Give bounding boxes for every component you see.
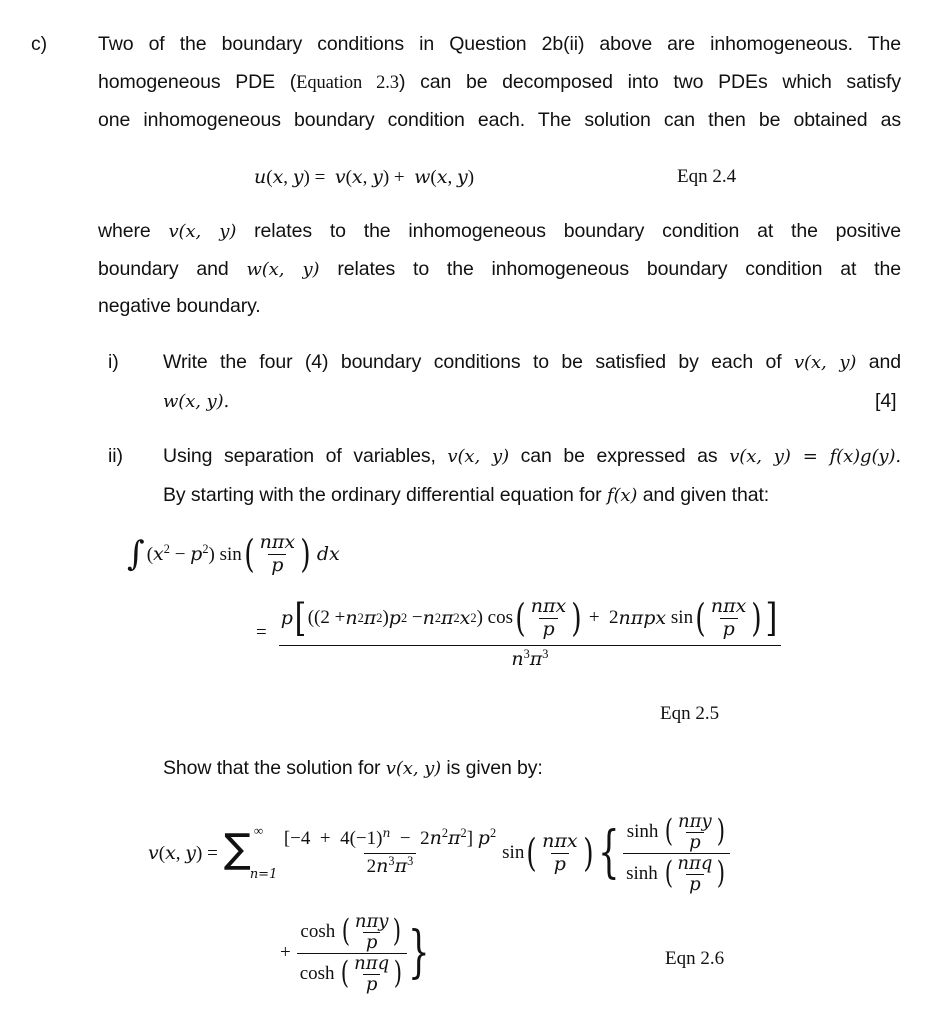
where-line-2: boundary and w(x, y) relates to the inhomogeneous boundary condition at the bbox=[98, 258, 901, 280]
intro-line-1: Two of the boundary conditions in Question 2b(ii) above are inhomogeneous. The bbox=[98, 33, 901, 55]
where-line-1: where v(x, y) relates to the inhomogeneous boundary condition at the positive bbox=[98, 220, 901, 242]
part-i-line-1: Write the four (4) boundary conditions to be satisfied by each of v(x, y) and bbox=[163, 351, 902, 373]
intro-line-3: one inhomogeneous boundary condition each. The solution can then be obtained as bbox=[98, 109, 901, 131]
part-i-line-2: w(x, y). bbox=[163, 391, 230, 412]
part-ii-label: ii) bbox=[108, 445, 123, 467]
sinh-ratio: sinh ( $\frac{\text{nπy}}{p}$ ) sinh ( $\frac{\text{nπq}}{p}$ ) bbox=[623, 812, 730, 894]
eqn-2-5-result: = p [ ((2 + n 2 π 2 ) p 2 − n 2 π 2 x 2 ) cos ( $\frac{\text{nπx}}{p}$ ) + 2 nπpx sin ( $\frac{\text{nπx}}{p}$ ) ] $n^3\pi^3$ bbox=[256, 596, 781, 671]
where-line-3: negative boundary. bbox=[98, 295, 261, 317]
marks-badge: [4] bbox=[875, 390, 897, 412]
coefficient-fraction: $\frac{[-4 + 4(-1)^n - 2n^2\pi^2] p^2}{2n^3\pi^3}$ bbox=[283, 826, 497, 878]
show-that-text: Show that the solution for v(x, y) is given by: bbox=[163, 757, 543, 779]
eqn-2-5-label: Eqn 2.5 bbox=[660, 703, 720, 724]
part-i-label: i) bbox=[108, 351, 119, 373]
cosh-ratio: cosh ( $\frac{\text{nπy}}{p}$ ) cosh ( $\frac{\text{nπq}}{p}$ ) bbox=[297, 912, 407, 994]
question-label: c) bbox=[31, 33, 48, 55]
summation: ∑ ∞ n=1 bbox=[223, 823, 278, 883]
intro-line-2: homogeneous PDE (Equation 2.3) can be decomposed into two PDEs which satisfy bbox=[98, 71, 901, 93]
eqn-2-5-numerator: p [ ((2 + n 2 π 2 ) p 2 − n 2 π 2 x 2 ) cos ( $\frac{\text{nπx}}{p}$ ) + 2 nπpx sin ( $\frac{\text{nπx}}{p}$ ) ] bbox=[280, 595, 778, 641]
eqn-2-4: u(x, y) = v(x, y) + w(x, y) bbox=[254, 166, 475, 188]
eqn-2-6-label: Eqn 2.6 bbox=[665, 948, 725, 969]
eqn-2-5-integral: ∫ $(x^2 - p^2)$ sin ( $\frac{\text{nπx}}{p}$ ) dx bbox=[127, 531, 340, 577]
eqn-2-4-label: Eqn 2.4 bbox=[677, 166, 737, 187]
eqn-2-6-line-2: + cosh ( $\frac{\text{nπy}}{p}$ ) cosh ( $\frac{\text{nπq}}{p}$ ) } bbox=[280, 911, 430, 995]
integral-sign: ∫ bbox=[127, 534, 145, 575]
equation-reference: Equation 2.3 bbox=[296, 73, 399, 93]
part-ii-line-2: By starting with the ordinary differential equation for f(x) and given that: bbox=[163, 484, 770, 506]
eqn-2-6-line-1: v(x, y) = ∑ ∞ n=1 $\frac{[-4 + 4(-1)^n - 2n^2\pi^2] p^2}{2n^3\pi^3}$ sin ( $\frac{\text{nπx}}{p}$ ) { sinh ( $\frac{\text{nπy}}{p}$ ) sinh ( $\frac{\text{nπq}}{p}$ ) bbox=[148, 812, 730, 894]
eqn-2-5-denominator: $n^3\pi^3$ bbox=[511, 647, 549, 670]
part-ii-line-1: Using separation of variables, v(x, y) can be expressed as v(x, y) = f(x)g(y). bbox=[163, 445, 902, 467]
